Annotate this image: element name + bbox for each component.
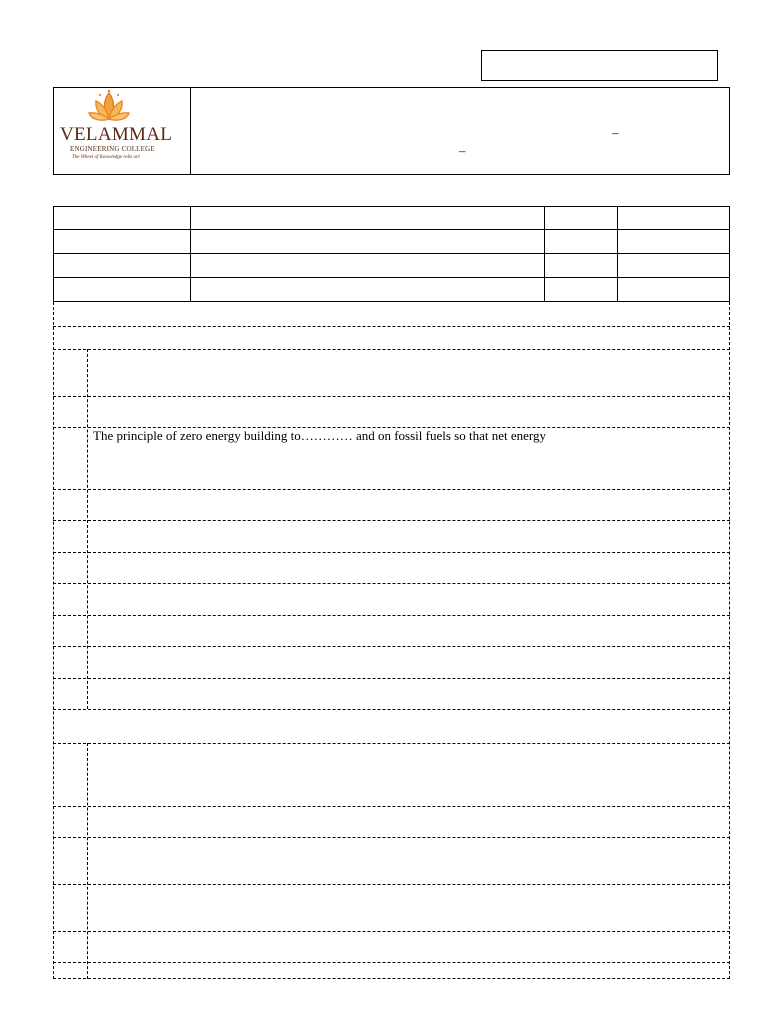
question-text: The principle of zero energy building to………… and on fossil fuels so that net energy	[93, 428, 546, 443]
question-table-row-line	[53, 489, 730, 490]
info-table-col-line	[617, 206, 618, 302]
question-table-row-line	[53, 806, 730, 807]
college-logo-icon	[88, 89, 130, 125]
register-number-box	[481, 50, 718, 81]
question-table-row-line	[53, 520, 730, 521]
question-table-row-line	[53, 615, 730, 616]
header-dash-mark: –	[612, 125, 619, 140]
question-table-row-line	[53, 678, 730, 679]
college-name: VELAMMAL	[60, 124, 173, 145]
question-table-row-line	[53, 396, 730, 397]
question-table-row-line	[53, 646, 730, 647]
info-table	[53, 206, 730, 302]
header-dash-mark: –	[459, 143, 466, 158]
info-table-row-line	[53, 253, 730, 254]
question-table-row-line	[53, 743, 730, 744]
question-table-row-line	[53, 583, 730, 584]
question-table-row-line	[53, 884, 730, 885]
info-table-row-line	[53, 277, 730, 278]
college-tagline: The Wheel of Knowledge rolls on!	[72, 155, 141, 160]
question-table-row-line	[53, 552, 730, 553]
question-table	[53, 302, 730, 979]
question-table-row-line	[53, 349, 730, 350]
info-table-col-line	[544, 206, 545, 302]
info-table-col-line	[190, 206, 191, 302]
college-subtitle: ENGINEERING COLLEGE	[70, 145, 155, 153]
question-number-column-line	[87, 743, 88, 979]
question-number-column-line	[87, 349, 88, 709]
question-table-row-line	[53, 837, 730, 838]
info-table-row-line	[53, 229, 730, 230]
question-table-row-line	[53, 709, 730, 710]
question-table-row-line	[53, 931, 730, 932]
question-table-row-line	[53, 962, 730, 963]
question-table-row-line	[53, 326, 730, 327]
